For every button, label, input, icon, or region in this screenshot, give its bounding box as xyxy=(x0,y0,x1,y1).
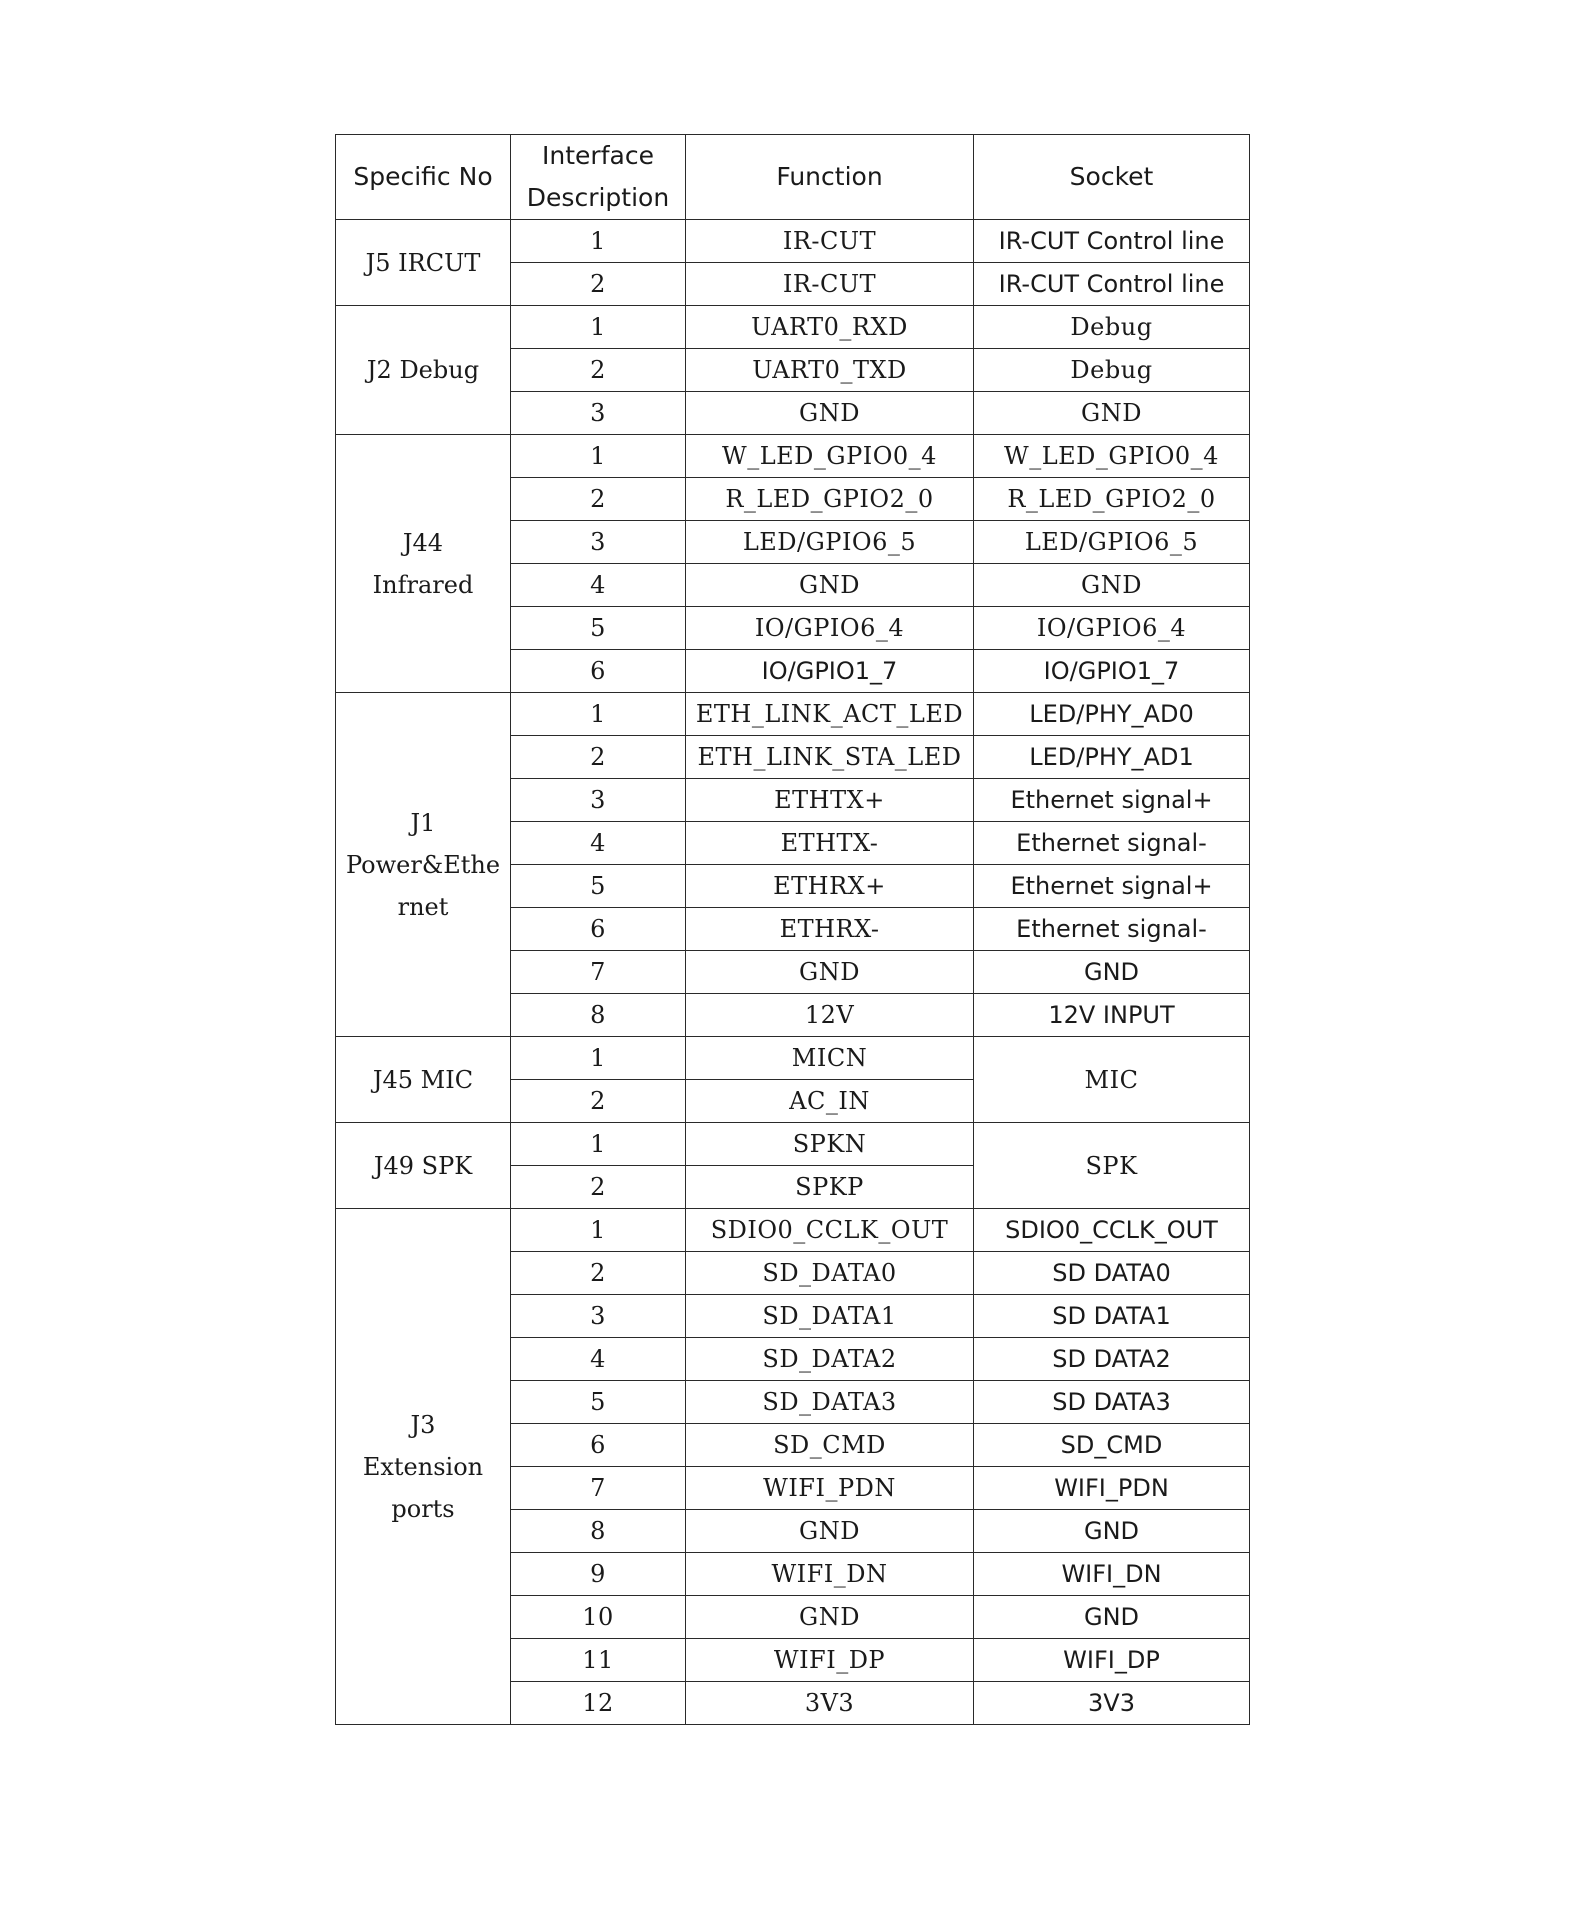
socket-cell: IR-CUT Control line xyxy=(974,263,1250,306)
pin-number-cell: 2 xyxy=(511,1166,686,1209)
pin-number-cell: 3 xyxy=(511,521,686,564)
function-cell: GND xyxy=(686,951,974,994)
table-row xyxy=(336,306,1250,349)
connector-name-line: J45 MIC xyxy=(372,1065,474,1094)
function-cell: SD_DATA3 xyxy=(686,1381,974,1424)
function-cell: UART0_TXD xyxy=(686,349,974,392)
function-cell: SPKN xyxy=(686,1123,974,1166)
function-cell: ETHTX+ xyxy=(686,779,974,822)
pin-number-cell: 1 xyxy=(511,220,686,263)
socket-cell: Ethernet signal+ xyxy=(974,779,1250,822)
socket-cell: Ethernet signal+ xyxy=(974,865,1250,908)
function-cell: SD_DATA1 xyxy=(686,1295,974,1338)
table-row xyxy=(336,1123,1250,1166)
pin-number-cell: 1 xyxy=(511,693,686,736)
function-cell: 12V xyxy=(686,994,974,1037)
socket-cell: SD DATA3 xyxy=(974,1381,1250,1424)
connector-name-cell xyxy=(336,1123,511,1209)
socket-cell: SPK xyxy=(974,1123,1250,1209)
function-cell: 3V3 xyxy=(686,1682,974,1725)
function-cell: IR-CUT xyxy=(686,220,974,263)
socket-cell: Debug xyxy=(974,306,1250,349)
connector-name-cell xyxy=(336,1037,511,1123)
pin-number-cell: 4 xyxy=(511,564,686,607)
function-cell: SD_CMD xyxy=(686,1424,974,1467)
table-row xyxy=(336,220,1250,263)
function-cell: GND xyxy=(686,1596,974,1639)
connector-name-line: rnet xyxy=(397,892,449,921)
socket-cell: Debug xyxy=(974,349,1250,392)
socket-cell: 12V INPUT xyxy=(974,994,1250,1037)
socket-cell: LED/PHY_AD0 xyxy=(974,693,1250,736)
socket-cell: SD DATA2 xyxy=(974,1338,1250,1381)
socket-cell: Ethernet signal- xyxy=(974,822,1250,865)
socket-cell: 3V3 xyxy=(974,1682,1250,1725)
connector-name-line: Power&Ethe xyxy=(345,850,501,879)
connector-name-line: J3 xyxy=(410,1410,436,1439)
socket-cell: GND xyxy=(974,1510,1250,1553)
pin-definition-table xyxy=(335,134,1250,1725)
pin-number-cell: 1 xyxy=(511,1037,686,1080)
socket-cell: MIC xyxy=(974,1037,1250,1123)
socket-cell: IO/GPIO6_4 xyxy=(974,607,1250,650)
table-row xyxy=(336,435,1250,478)
connector-name-line: J1 xyxy=(410,808,436,837)
function-cell: ETH_LINK_ACT_LED xyxy=(686,693,974,736)
pin-number-cell: 1 xyxy=(511,1123,686,1166)
function-cell: GND xyxy=(686,1510,974,1553)
function-cell: SD_DATA2 xyxy=(686,1338,974,1381)
function-cell: IR-CUT xyxy=(686,263,974,306)
pin-number-cell: 3 xyxy=(511,1295,686,1338)
connector-name-cell xyxy=(336,1209,511,1725)
connector-name-cell xyxy=(336,693,511,1037)
pin-number-cell: 5 xyxy=(511,1381,686,1424)
socket-cell: Ethernet signal- xyxy=(974,908,1250,951)
pin-number-cell: 3 xyxy=(511,779,686,822)
pin-number-cell: 3 xyxy=(511,392,686,435)
pin-number-cell: 2 xyxy=(511,263,686,306)
pin-number-cell: 4 xyxy=(511,822,686,865)
connector-name-line: ports xyxy=(391,1494,455,1523)
pin-number-cell: 4 xyxy=(511,1338,686,1381)
table-row xyxy=(336,693,1250,736)
pin-number-cell: 2 xyxy=(511,1252,686,1295)
pin-number-cell: 1 xyxy=(511,435,686,478)
connector-name-line: J49 SPK xyxy=(373,1151,473,1180)
connector-name-cell xyxy=(336,435,511,693)
socket-cell: WIFI_PDN xyxy=(974,1467,1250,1510)
table-row xyxy=(336,1037,1250,1080)
socket-cell: WIFI_DN xyxy=(974,1553,1250,1596)
function-cell: SDIO0_CCLK_OUT xyxy=(686,1209,974,1252)
function-cell: SPKP xyxy=(686,1166,974,1209)
pin-number-cell: 6 xyxy=(511,1424,686,1467)
function-cell: MICN xyxy=(686,1037,974,1080)
function-cell: WIFI_DP xyxy=(686,1639,974,1682)
socket-cell: SD_CMD xyxy=(974,1424,1250,1467)
function-cell: AC_IN xyxy=(686,1080,974,1123)
function-cell: LED/GPIO6_5 xyxy=(686,521,974,564)
connector-name-cell xyxy=(336,220,511,306)
header-interface-line2: Description xyxy=(526,183,670,212)
header-socket: Socket xyxy=(974,135,1250,220)
pin-number-cell: 8 xyxy=(511,994,686,1037)
function-cell: ETHRX- xyxy=(686,908,974,951)
socket-cell: IR-CUT Control line xyxy=(974,220,1250,263)
socket-cell: LED/GPIO6_5 xyxy=(974,521,1250,564)
connector-name-line: Extension xyxy=(362,1452,484,1481)
socket-cell: IO/GPIO1_7 xyxy=(974,650,1250,693)
pin-number-cell: 1 xyxy=(511,1209,686,1252)
pin-number-cell: 5 xyxy=(511,607,686,650)
function-cell: ETHRX+ xyxy=(686,865,974,908)
connector-name-cell xyxy=(336,306,511,435)
pin-number-cell: 9 xyxy=(511,1553,686,1596)
function-cell: ETH_LINK_STA_LED xyxy=(686,736,974,779)
pin-number-cell: 1 xyxy=(511,306,686,349)
connector-name-line: J2 Debug xyxy=(366,356,480,384)
pin-number-cell: 10 xyxy=(511,1596,686,1639)
socket-cell: GND xyxy=(974,564,1250,607)
socket-cell: GND xyxy=(974,392,1250,435)
function-cell: UART0_RXD xyxy=(686,306,974,349)
pin-number-cell: 12 xyxy=(511,1682,686,1725)
function-cell: SD_DATA0 xyxy=(686,1252,974,1295)
socket-cell: GND xyxy=(974,1596,1250,1639)
socket-cell: SD DATA0 xyxy=(974,1252,1250,1295)
pin-number-cell: 2 xyxy=(511,349,686,392)
connector-name-line: Infrared xyxy=(372,570,474,599)
connector-name-line: J44 xyxy=(402,528,444,557)
pin-number-cell: 5 xyxy=(511,865,686,908)
function-cell: IO/GPIO1_7 xyxy=(686,650,974,693)
function-cell: R_LED_GPIO2_0 xyxy=(686,478,974,521)
socket-cell: LED/PHY_AD1 xyxy=(974,736,1250,779)
pin-number-cell: 8 xyxy=(511,1510,686,1553)
table-body xyxy=(336,220,1250,1725)
function-cell: GND xyxy=(686,392,974,435)
header-interface-line1: Interface xyxy=(542,141,654,170)
pin-number-cell: 7 xyxy=(511,951,686,994)
table-row xyxy=(336,1209,1250,1252)
header-function: Function xyxy=(686,135,974,220)
socket-cell: W_LED_GPIO0_4 xyxy=(974,435,1250,478)
pin-number-cell: 2 xyxy=(511,736,686,779)
pin-number-cell: 6 xyxy=(511,908,686,951)
function-cell: WIFI_DN xyxy=(686,1553,974,1596)
socket-cell: GND xyxy=(974,951,1250,994)
function-cell: W_LED_GPIO0_4 xyxy=(686,435,974,478)
connector-name-line: J5 IRCUT xyxy=(365,248,481,277)
pin-number-cell: 11 xyxy=(511,1639,686,1682)
socket-cell: SD DATA1 xyxy=(974,1295,1250,1338)
header-interface-description xyxy=(511,135,686,220)
socket-cell: SDIO0_CCLK_OUT xyxy=(974,1209,1250,1252)
socket-cell: WIFI_DP xyxy=(974,1639,1250,1682)
pin-number-cell: 7 xyxy=(511,1467,686,1510)
pin-number-cell: 2 xyxy=(511,478,686,521)
pin-number-cell: 2 xyxy=(511,1080,686,1123)
pin-number-cell: 6 xyxy=(511,650,686,693)
function-cell: GND xyxy=(686,564,974,607)
function-cell: WIFI_PDN xyxy=(686,1467,974,1510)
function-cell: IO/GPIO6_4 xyxy=(686,607,974,650)
header-specific-no: Specific No xyxy=(336,135,511,220)
socket-cell: R_LED_GPIO2_0 xyxy=(974,478,1250,521)
function-cell: ETHTX- xyxy=(686,822,974,865)
table-header-row xyxy=(336,135,1250,220)
